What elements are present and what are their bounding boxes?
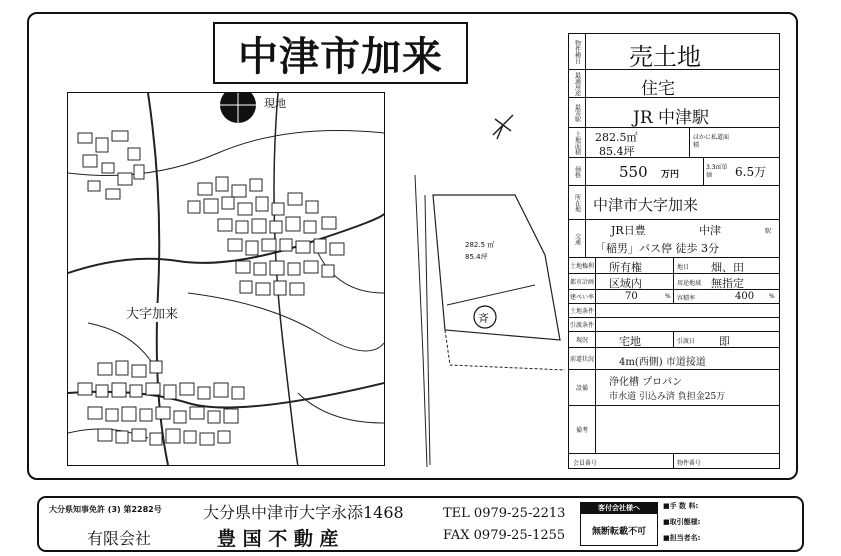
current-label: 現況 (569, 332, 596, 347)
stamp-box (580, 502, 658, 546)
transport-label: 交通 (569, 220, 586, 257)
site-area-tsubo: 85.4坪 (465, 253, 488, 261)
footer-box (37, 496, 804, 552)
land-area-m2: 282.5㎡ (595, 131, 638, 144)
station-label: 最寄駅 (569, 98, 586, 127)
license-number: 大分県知事免許 (3) 第2282号 (49, 505, 162, 514)
site-plan-drawing (405, 95, 565, 470)
no-reprint-label: 無断転載不可 (591, 527, 646, 537)
company-type: 有限会社 (87, 529, 152, 548)
company-address: 大分県中津市大字永添1468 (203, 503, 404, 522)
current-value: 宅地 (619, 335, 641, 348)
rights-label: 土地権利 (569, 258, 596, 273)
city-plan-label: 都市計画 (569, 274, 596, 289)
far-unit: % (769, 293, 775, 300)
map-area-label: 大字加来 (126, 303, 178, 322)
type-value: 売土地 (629, 43, 701, 71)
rights-value: 所有権 (609, 261, 642, 274)
location-value: 中津市大字加来 (593, 196, 699, 214)
private-road-label: ほかに私道面積 (693, 134, 730, 149)
location-label: 所在地 (569, 186, 586, 219)
price-value: 550 (619, 163, 648, 181)
location-map (67, 92, 385, 466)
notes-label: 備考 (569, 406, 596, 453)
facilities-label: 設備 (569, 370, 596, 405)
company-tel: TEL 0979-25-2213 (443, 506, 566, 521)
price-unit: 万円 (661, 170, 680, 180)
property-no-label: 物件番号 (677, 460, 702, 467)
handover-time-value: 即 (719, 335, 730, 348)
coverage-label: 建ぺい率 (569, 290, 596, 303)
member-no-label: 会員番号 (573, 460, 598, 467)
zoning-value: 無指定 (711, 277, 744, 290)
zoning-label: 用途地域 (677, 280, 702, 287)
coverage-unit: % (665, 293, 671, 300)
transport-line: JR日豊 (611, 224, 646, 237)
member-stamp-label: 客付会社様へ (581, 503, 657, 514)
price-label: 価格 (569, 158, 586, 185)
contact-label: ■担当者名: (663, 534, 701, 542)
handover-time-label: 引渡日 (677, 338, 696, 345)
company-fax: FAX 0979-25-1255 (443, 528, 566, 543)
station-value: JR 中津駅 (633, 108, 710, 128)
handover-label: 引渡条件 (569, 318, 596, 331)
unit-price-label: 3.3㎡単価 (706, 164, 728, 179)
far-label: 容積率 (677, 295, 696, 302)
transport-station-suffix: 駅 (765, 228, 772, 235)
page-title: 中津市加来 (238, 33, 443, 80)
chimoku-label: 地目 (677, 264, 690, 271)
land-cond-label: 土地条件 (569, 304, 596, 317)
mediation-label: ■取引態様: (663, 518, 701, 526)
transport-station: 中津 (699, 224, 721, 237)
city-plan-value: 区域内 (609, 277, 642, 290)
type-label: 物件種目 (569, 34, 586, 69)
far-value: 400 (735, 291, 755, 302)
title-box (213, 22, 468, 84)
coverage-value: 70 (625, 291, 638, 302)
site-area-m2: 282.5 ㎡ (465, 241, 495, 249)
fee-label: ■手 数 料: (663, 502, 699, 510)
unit-price-value: 6.5万 (735, 165, 767, 179)
land-area-label: 土地面積 (569, 128, 586, 157)
site-plan (405, 95, 565, 470)
company-name: 豊 国 不 動 産 (217, 528, 339, 550)
road-label: 前道状況 (569, 348, 596, 369)
spec-table (568, 33, 780, 469)
facilities-line-1: 浄化槽 プロパン (609, 377, 683, 388)
road-value: 4m(西側) 市道接道 (619, 357, 706, 368)
map-drawing (68, 93, 384, 465)
svg-text:斉: 斉 (478, 312, 489, 325)
use-label: 最適用途 (569, 70, 586, 97)
facilities-line-2: 市水道 引込み済 負担金25万 (609, 392, 726, 402)
chimoku-value: 畑、田 (711, 261, 744, 274)
transport-bus: 「稲男」バス停 徒歩 3分 (595, 242, 719, 255)
land-area-tsubo: 85.4坪 (599, 145, 635, 158)
use-value: 住宅 (641, 79, 675, 99)
map-north-label: 現地 (264, 97, 286, 110)
